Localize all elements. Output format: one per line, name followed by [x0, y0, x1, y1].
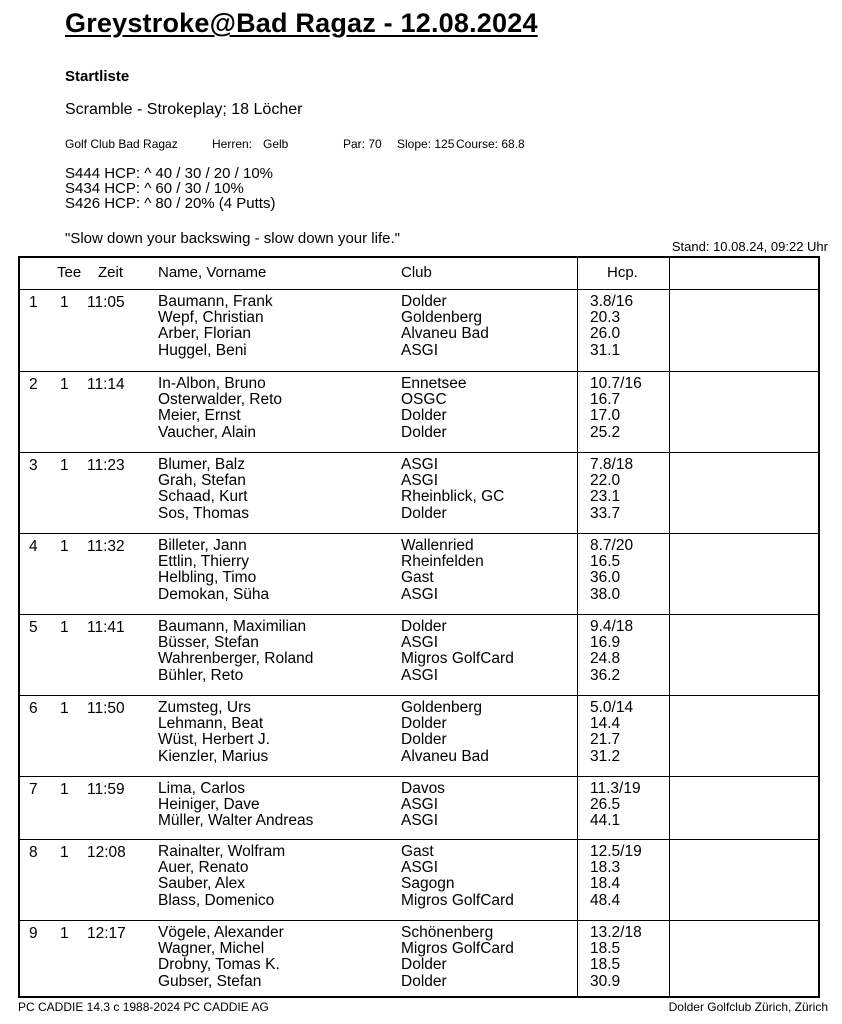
player-club: Wallenried — [401, 537, 474, 554]
player-club: Dolder — [401, 618, 447, 635]
player-hcp: 18.3 — [590, 859, 621, 877]
player-hcp: 18.4 — [590, 875, 621, 893]
player-club-column — [401, 294, 489, 359]
tee-number: 1 — [60, 294, 69, 311]
player-club: Sagogn — [401, 875, 455, 893]
player-hcp: 22.0 — [590, 472, 621, 490]
course-tee-label: Herren: — [212, 137, 253, 151]
player-club: Migros GolfCard — [401, 650, 514, 668]
player-name: Gubser, Stefan — [158, 972, 262, 990]
player-name: Grah, Stefan — [158, 472, 246, 490]
player-club: Alvaneu Bad — [401, 747, 489, 765]
start-time: 11:05 — [87, 294, 125, 311]
player-name: Baumann, Frank — [158, 293, 273, 310]
list-subtitle: Startliste — [65, 68, 130, 85]
player-name: Wepf, Christian — [158, 309, 264, 327]
table-row — [20, 776, 818, 840]
start-time: 11:23 — [87, 457, 125, 474]
player-club: Ennetsee — [401, 375, 467, 392]
player-club: ASGI — [401, 341, 439, 359]
player-name: Huggel, Beni — [158, 341, 247, 359]
player-hcp: 16.5 — [590, 553, 621, 571]
player-club: Dolder — [401, 715, 447, 733]
player-club: ASGI — [401, 585, 439, 603]
player-name-column — [158, 700, 270, 765]
player-hcp: 25.2 — [590, 423, 621, 441]
player-name: In-Albon, Bruno — [158, 375, 266, 392]
group-number: 9 — [29, 925, 38, 942]
player-name: Osterwalder, Reto — [158, 391, 283, 409]
stand-timestamp: Stand: 10.08.24, 09:22 Uhr — [671, 239, 828, 254]
player-hcp-column — [590, 844, 642, 909]
tee-number: 1 — [60, 700, 69, 717]
header-zeit: Zeit — [98, 264, 124, 281]
player-club: Schönenberg — [401, 924, 494, 941]
player-name: Blumer, Balz — [158, 456, 246, 473]
player-hcp: 16.9 — [590, 634, 621, 652]
player-club: Dolder — [401, 731, 447, 749]
group-number: 7 — [29, 781, 38, 798]
player-name: Helbling, Timo — [158, 569, 257, 587]
game-format: Scramble - Strokeplay; 18 Löcher — [65, 101, 303, 118]
header-tee: Tee — [57, 264, 82, 281]
player-club-column — [401, 781, 445, 830]
player-club: OSGC — [401, 391, 447, 409]
player-hcp: 21.7 — [590, 731, 621, 749]
player-name-column — [158, 294, 273, 359]
player-name-column — [158, 844, 285, 909]
tee-number: 1 — [60, 619, 69, 636]
player-name: Zumsteg, Urs — [158, 699, 252, 716]
player-name: Billeter, Jann — [158, 537, 247, 554]
player-club-column — [401, 538, 484, 603]
table-header — [20, 258, 818, 290]
player-club: Gast — [401, 843, 434, 860]
tee-number: 1 — [60, 457, 69, 474]
player-hcp: 24.8 — [590, 650, 621, 668]
table-row — [20, 920, 818, 998]
player-club: Dolder — [401, 956, 447, 974]
player-hcp-column — [590, 457, 633, 522]
table-row — [20, 289, 818, 372]
player-hcp: 18.5 — [590, 940, 621, 958]
player-club: Goldenberg — [401, 699, 483, 716]
player-name: Kienzler, Marius — [158, 747, 269, 765]
player-hcp-column — [590, 376, 642, 441]
player-hcp: 13.2/18 — [590, 924, 642, 941]
start-time: 11:32 — [87, 538, 125, 555]
player-name: Drobny, Tomas K. — [158, 956, 280, 974]
course-slope: Slope: 125 — [397, 137, 455, 151]
player-hcp-column — [590, 619, 633, 684]
player-hcp: 44.1 — [590, 812, 621, 830]
player-hcp-column — [590, 294, 633, 359]
player-club: ASGI — [401, 456, 439, 473]
player-hcp: 18.5 — [590, 956, 621, 974]
table-row — [20, 695, 818, 777]
header-name: Name, Vorname — [158, 264, 267, 281]
start-time: 11:59 — [87, 781, 125, 798]
start-time: 11:14 — [87, 376, 125, 393]
group-number: 2 — [29, 376, 38, 393]
player-club-column — [401, 376, 467, 441]
player-hcp: 11.3/19 — [590, 780, 641, 797]
player-hcp: 26.0 — [590, 325, 621, 343]
player-name: Vögele, Alexander — [158, 924, 284, 941]
table-row — [20, 614, 818, 696]
player-club: ASGI — [401, 472, 439, 490]
tee-number: 1 — [60, 925, 69, 942]
player-hcp: 20.3 — [590, 309, 621, 327]
tee-number: 1 — [60, 376, 69, 393]
player-hcp: 16.7 — [590, 391, 621, 409]
tee-number: 1 — [60, 538, 69, 555]
player-name: Bühler, Reto — [158, 666, 244, 684]
hcp-rules — [65, 166, 275, 211]
start-time: 12:08 — [87, 844, 126, 861]
hcp-line: S444 HCP: ^ 40 / 30 / 20 / 10% — [65, 165, 273, 182]
player-hcp: 36.2 — [590, 666, 621, 684]
footer-software: PC CADDIE 14.3 c 1988-2024 PC CADDIE AG — [18, 1000, 269, 1014]
player-name: Arber, Florian — [158, 325, 252, 343]
player-hcp: 31.2 — [590, 747, 621, 765]
table-row — [20, 452, 818, 534]
player-club: Dolder — [401, 407, 447, 425]
start-list-table — [18, 256, 820, 998]
footer-club: Dolder Golfclub Zürich, Zürich — [668, 1000, 828, 1014]
player-club: Alvaneu Bad — [401, 325, 489, 343]
player-name: Heiniger, Dave — [158, 796, 260, 814]
course-club: Golf Club Bad Ragaz — [65, 137, 178, 151]
player-name: Vaucher, Alain — [158, 423, 256, 441]
player-club: Migros GolfCard — [401, 940, 514, 958]
player-name: Blass, Domenico — [158, 891, 275, 909]
player-club: Dolder — [401, 293, 447, 310]
player-club: Goldenberg — [401, 309, 483, 327]
player-hcp: 30.9 — [590, 972, 621, 990]
course-rating: Course: 68.8 — [456, 137, 525, 151]
player-club-column — [401, 844, 514, 909]
player-club: Dolder — [401, 972, 447, 990]
tee-number: 1 — [60, 844, 69, 861]
player-name: Auer, Renato — [158, 859, 249, 877]
course-par: Par: 70 — [343, 137, 382, 151]
group-number: 6 — [29, 700, 38, 717]
player-hcp: 8.7/20 — [590, 537, 634, 554]
header-hcp: Hcp. — [607, 264, 638, 281]
tee-number: 1 — [60, 781, 69, 798]
player-club: Dolder — [401, 504, 447, 522]
group-number: 4 — [29, 538, 38, 555]
table-row — [20, 839, 818, 921]
player-hcp: 7.8/18 — [590, 456, 634, 473]
player-club: Dolder — [401, 423, 447, 441]
player-name: Müller, Walter Andreas — [158, 812, 314, 830]
player-name-column — [158, 457, 249, 522]
group-number: 1 — [29, 294, 38, 311]
player-hcp: 23.1 — [590, 488, 621, 506]
table-row — [20, 533, 818, 615]
player-hcp: 17.0 — [590, 407, 621, 425]
player-club: ASGI — [401, 859, 439, 877]
player-hcp-column — [590, 700, 633, 765]
player-name: Lima, Carlos — [158, 780, 245, 797]
player-hcp: 48.4 — [590, 891, 621, 909]
player-club-column — [401, 700, 489, 765]
group-number: 8 — [29, 844, 38, 861]
player-name: Ettlin, Thierry — [158, 553, 250, 571]
player-hcp-column — [590, 925, 642, 990]
player-name: Sos, Thomas — [158, 504, 250, 522]
player-hcp: 9.4/18 — [590, 618, 634, 635]
player-hcp: 26.5 — [590, 796, 621, 814]
player-name-column — [158, 538, 269, 603]
hcp-line: S426 HCP: ^ 80 / 20% (4 Putts) — [65, 195, 276, 212]
player-name: Wahrenberger, Roland — [158, 650, 314, 668]
start-time: 11:41 — [87, 619, 125, 636]
player-name-column — [158, 376, 282, 441]
start-time: 11:50 — [87, 700, 125, 717]
player-hcp: 10.7/16 — [590, 375, 642, 392]
group-number: 5 — [29, 619, 38, 636]
quote: "Slow down your backswing - slow down your life." — [65, 230, 400, 247]
player-hcp: 12.5/19 — [590, 843, 642, 860]
player-club-column — [401, 457, 504, 522]
player-name: Wüst, Herbert J. — [158, 731, 270, 749]
player-hcp: 33.7 — [590, 504, 621, 522]
player-hcp-column — [590, 538, 633, 603]
player-club: Rheinblick, GC — [401, 488, 505, 506]
player-hcp: 38.0 — [590, 585, 621, 603]
group-number: 3 — [29, 457, 38, 474]
player-club: ASGI — [401, 666, 439, 684]
player-club: ASGI — [401, 634, 439, 652]
player-club: Rheinfelden — [401, 553, 484, 571]
player-name: Lehmann, Beat — [158, 715, 264, 733]
header-club: Club — [401, 264, 432, 281]
player-name-column — [158, 781, 313, 830]
player-name: Sauber, Alex — [158, 875, 246, 893]
player-name-column — [158, 619, 313, 684]
start-time: 12:17 — [87, 925, 126, 942]
player-hcp-column — [590, 781, 641, 830]
hcp-line: S434 HCP: ^ 60 / 30 / 10% — [65, 180, 244, 197]
player-hcp: 36.0 — [590, 569, 621, 587]
player-club: ASGI — [401, 812, 439, 830]
player-club-column — [401, 619, 514, 684]
course-tee-color: Gelb — [263, 137, 289, 151]
player-name: Wagner, Michel — [158, 940, 265, 958]
player-hcp: 14.4 — [590, 715, 621, 733]
player-hcp: 5.0/14 — [590, 699, 634, 716]
player-name-column — [158, 925, 284, 990]
player-name: Baumann, Maximilian — [158, 618, 307, 635]
player-club: ASGI — [401, 796, 439, 814]
player-name: Rainalter, Wolfram — [158, 843, 286, 860]
player-club-column — [401, 925, 514, 990]
player-club: Gast — [401, 569, 434, 587]
player-hcp: 3.8/16 — [590, 293, 634, 310]
player-club: Migros GolfCard — [401, 891, 514, 909]
player-name: Meier, Ernst — [158, 407, 241, 425]
player-club: Davos — [401, 780, 445, 797]
player-name: Büsser, Stefan — [158, 634, 259, 652]
page-title: Greystroke@Bad Ragaz - 12.08.2024 — [65, 8, 538, 38]
player-name: Demokan, Süha — [158, 585, 270, 603]
table-row — [20, 371, 818, 453]
player-name: Schaad, Kurt — [158, 488, 248, 506]
player-hcp: 31.1 — [590, 341, 621, 359]
